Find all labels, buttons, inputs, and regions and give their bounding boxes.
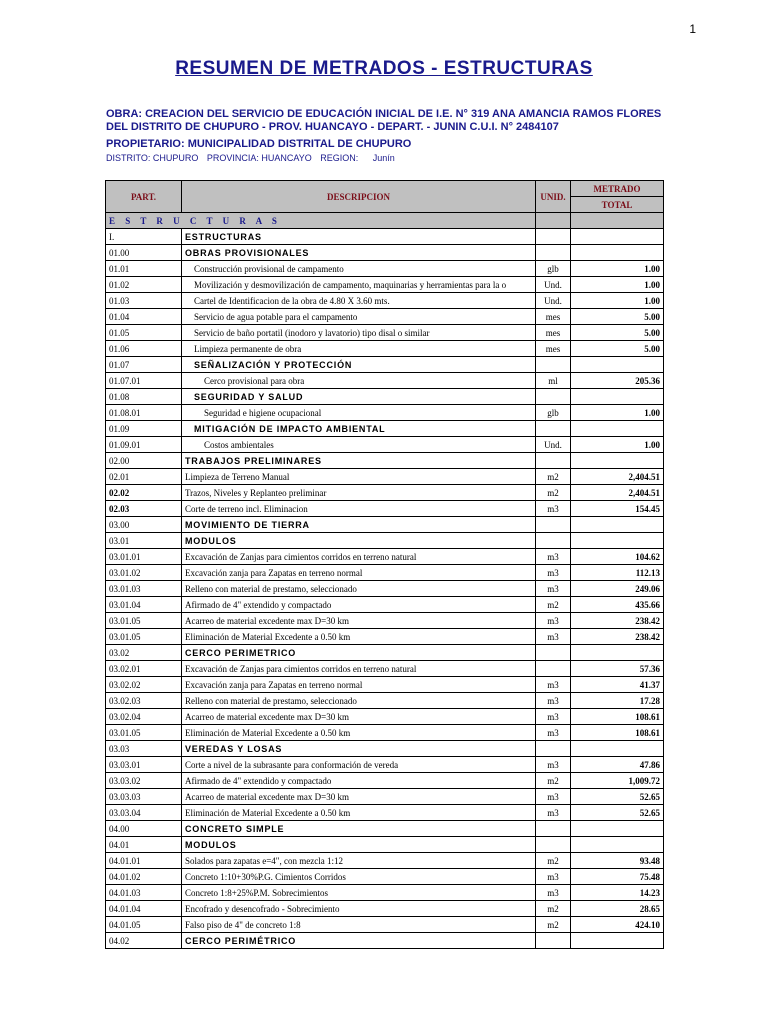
description-cell: Falso piso de 4" de concreto 1:8 [182,917,536,933]
description-cell: Eliminación de Material Excedente a 0.50 km [182,725,536,741]
total-cell [571,933,664,949]
unit-cell [536,453,571,469]
table-row [106,741,664,757]
table-row [106,533,664,549]
total-cell [571,229,664,245]
description-cell: SEGURIDAD Y SALUD [182,389,536,405]
unit-cell: mes [536,309,571,325]
total-cell: 424.10 [571,917,664,933]
table-row [106,613,664,629]
table-row [106,469,664,485]
distrito: DISTRITO: CHUPURO [106,153,199,163]
table-row [106,917,664,933]
part-cell: 04.02 [106,933,182,949]
description-cell: Servicio de agua potable para el campamento [182,309,536,325]
total-cell [571,421,664,437]
table-row [106,437,664,453]
total-cell [571,741,664,757]
table-row [106,597,664,613]
part-cell: 03.01.05 [106,629,182,645]
part-cell: 03.01.01 [106,549,182,565]
part-cell: 01.09.01 [106,437,182,453]
header-part: PART. [106,181,182,213]
unit-cell: Und. [536,293,571,309]
description-cell: Movilización y desmovilización de campamento, maquinarias y herramientas para la o [182,277,536,293]
part-cell: 02.01 [106,469,182,485]
table-row [106,245,664,261]
total-cell: 249.06 [571,581,664,597]
description-cell: MODULOS [182,533,536,549]
location-line [106,152,401,165]
table-row [106,869,664,885]
part-cell: 03.02.04 [106,709,182,725]
unit-cell [536,933,571,949]
part-cell: 01.05 [106,325,182,341]
total-cell: 1.00 [571,261,664,277]
total-cell [571,821,664,837]
description-cell: VEREDAS Y LOSAS [182,741,536,757]
part-cell: 03.03.03 [106,789,182,805]
table-row [106,405,664,421]
propietario: PROPIETARIO: MUNICIPALIDAD DISTRITAL DE CHUPURO [106,138,412,150]
description-cell: Acarreo de material excedente max D=30 km [182,709,536,725]
total-cell [571,357,664,373]
part-cell: 01.04 [106,309,182,325]
unit-cell: m2 [536,597,571,613]
unit-cell: m2 [536,469,571,485]
total-cell: 1.00 [571,277,664,293]
part-cell: 03.03.04 [106,805,182,821]
part-cell: 01.08 [106,389,182,405]
unit-cell: mes [536,325,571,341]
total-cell: 1.00 [571,437,664,453]
total-cell: 112.13 [571,565,664,581]
total-cell [571,645,664,661]
description-cell: Eliminación de Material Excedente a 0.50 km [182,629,536,645]
unit-cell: m3 [536,693,571,709]
description-cell: MOVIMIENTO DE TIERRA [182,517,536,533]
table-row [106,229,664,245]
description-cell: Relleno con material de prestamo, seleccionado [182,693,536,709]
unit-cell: m3 [536,869,571,885]
table-row [106,885,664,901]
description-cell: Afirmado de 4" extendido y compactado [182,773,536,789]
unit-cell [536,421,571,437]
unit-cell: m3 [536,613,571,629]
total-cell: 104.62 [571,549,664,565]
unit-cell: m3 [536,629,571,645]
description-cell: Excavación de Zanjas para cimientos corridos en terreno natural [182,549,536,565]
part-cell: 01.02 [106,277,182,293]
part-cell: 04.01 [106,837,182,853]
part-cell: 03.02.02 [106,677,182,693]
table-row [106,565,664,581]
total-cell: 154.45 [571,501,664,517]
part-cell: 03.00 [106,517,182,533]
table-row [106,389,664,405]
part-cell: 02.00 [106,453,182,469]
header-unid: UNID. [536,181,571,213]
description-cell: Limpieza permanente de obra [182,341,536,357]
part-cell: 02.03 [106,501,182,517]
unit-cell: m3 [536,677,571,693]
page-number: 1 [689,22,696,36]
total-cell: 2,404.51 [571,469,664,485]
provincia: PROVINCIA: HUANCAYO [206,153,312,163]
unit-cell: m3 [536,501,571,517]
description-cell: Corte de terreno incl. Eliminacion [182,501,536,517]
unit-cell: m3 [536,565,571,581]
description-cell: Costos ambientales [182,437,536,453]
region: REGION: [320,153,359,163]
description-cell: Concreto 1:10+30%P.G. Cimientos Corridos [182,869,536,885]
unit-cell: m3 [536,885,571,901]
unit-cell: m3 [536,757,571,773]
total-cell: 5.00 [571,309,664,325]
table-row [106,901,664,917]
part-cell: 02.02 [106,485,182,501]
table-row [106,341,664,357]
total-cell [571,453,664,469]
unit-cell: m3 [536,725,571,741]
part-cell: 01.00 [106,245,182,261]
description-cell: ESTRUCTURAS [182,229,536,245]
part-cell: 03.01 [106,533,182,549]
part-cell: 03.01.03 [106,581,182,597]
description-cell: Cartel de Identificacion de la obra de 4.80 X 3.60 mts. [182,293,536,309]
total-cell [571,837,664,853]
table-row [106,293,664,309]
part-cell: 04.01.01 [106,853,182,869]
description-cell: Relleno con material de prestamo, seleccionado [182,581,536,597]
unit-cell [536,357,571,373]
project-info [106,108,666,134]
description-cell: Trazos, Niveles y Replanteo preliminar [182,485,536,501]
section-title: E S T R U C T U R A S [106,213,536,229]
total-cell: 41.37 [571,677,664,693]
part-cell: 04.01.04 [106,901,182,917]
part-cell: 03.02 [106,645,182,661]
description-cell: Acarreo de material excedente max D=30 km [182,789,536,805]
total-cell [571,533,664,549]
table-row [106,421,664,437]
table-row [106,549,664,565]
total-cell: 28.65 [571,901,664,917]
header-metrado: METRADO [571,181,664,197]
unit-cell: m2 [536,485,571,501]
unit-cell: m2 [536,853,571,869]
unit-cell [536,837,571,853]
total-cell: 108.61 [571,709,664,725]
unit-cell: m2 [536,773,571,789]
table-row [106,773,664,789]
total-cell: 57.36 [571,661,664,677]
table-row [106,517,664,533]
description-cell: Encofrado y desencofrado - Sobrecimiento [182,901,536,917]
table-row [106,261,664,277]
part-cell: 03.01.04 [106,597,182,613]
total-cell: 238.42 [571,629,664,645]
unit-cell: m3 [536,805,571,821]
table-row [106,805,664,821]
total-cell: 205.36 [571,373,664,389]
part-cell: 04.01.03 [106,885,182,901]
table-row [106,837,664,853]
unit-cell: Und. [536,277,571,293]
description-cell: Excavación de Zanjas para cimientos corridos en terreno natural [182,661,536,677]
unit-cell: m3 [536,581,571,597]
description-cell: TRABAJOS PRELIMINARES [182,453,536,469]
metrados-table [105,180,664,949]
unit-cell: m3 [536,709,571,725]
obra-line-1: OBRA: CREACION DEL SERVICIO DE EDUCACIÓN INICIAL DE I.E. N° 319 ANA AMANCIA RAMOS FLORES [106,108,662,120]
table-row [106,629,664,645]
total-cell [571,389,664,405]
total-cell: 1,009.72 [571,773,664,789]
part-cell: 03.01.02 [106,565,182,581]
description-cell: Cerco provisional para obra [182,373,536,389]
description-cell: Excavación zanja para Zapatas en terreno normal [182,677,536,693]
description-cell: Limpieza de Terreno Manual [182,469,536,485]
region-value: Junín [372,153,395,163]
part-cell: 03.03.01 [106,757,182,773]
table-row [106,725,664,741]
table-row [106,501,664,517]
description-cell: Construcción provisional de campamento [182,261,536,277]
description-cell: OBRAS PROVISIONALES [182,245,536,261]
part-cell: 04.00 [106,821,182,837]
section-blank [571,213,664,229]
part-cell: 03.02.03 [106,693,182,709]
part-cell: 01.07 [106,357,182,373]
part-cell: 03.02.01 [106,661,182,677]
unit-cell: glb [536,261,571,277]
table-row [106,485,664,501]
unit-cell [536,245,571,261]
table-row [106,325,664,341]
unit-cell: m3 [536,549,571,565]
total-cell: 52.65 [571,805,664,821]
total-cell: 47.86 [571,757,664,773]
table-row [106,821,664,837]
table-row [106,357,664,373]
description-cell: CERCO PERIMETRICO [182,645,536,661]
section-blank [536,213,571,229]
page-title: RESUMEN DE METRADOS - ESTRUCTURAS [175,58,593,79]
unit-cell [536,389,571,405]
description-cell: Afirmado de 4" extendido y compactado [182,597,536,613]
table-row [106,373,664,389]
description-cell: Seguridad e higiene ocupacional [182,405,536,421]
part-cell: 04.01.05 [106,917,182,933]
description-cell: CERCO PERIMÉTRICO [182,933,536,949]
total-cell: 93.48 [571,853,664,869]
part-cell: 01.09 [106,421,182,437]
part-cell: 01.06 [106,341,182,357]
unit-cell: m2 [536,917,571,933]
table-row [106,645,664,661]
unit-cell [536,229,571,245]
part-cell: 01.07.01 [106,373,182,389]
total-cell: 238.42 [571,613,664,629]
table-row [106,693,664,709]
table-row [106,757,664,773]
header-descripcion: DESCRIPCION [182,181,536,213]
total-cell: 14.23 [571,885,664,901]
part-cell: 03.03.02 [106,773,182,789]
unit-cell: Und. [536,437,571,453]
description-cell: Concreto 1:8+25%P.M. Sobrecimientos [182,885,536,901]
description-cell: CONCRETO SIMPLE [182,821,536,837]
total-cell: 75.48 [571,869,664,885]
total-cell: 52.65 [571,789,664,805]
part-cell: 03.01.05 [106,613,182,629]
total-cell: 108.61 [571,725,664,741]
table-row [106,709,664,725]
description-cell: MITIGACIÓN DE IMPACTO AMBIENTAL [182,421,536,437]
table-row [106,933,664,949]
total-cell: 5.00 [571,341,664,357]
part-cell: 01.08.01 [106,405,182,421]
total-cell: 1.00 [571,405,664,421]
unit-cell [536,533,571,549]
total-cell: 435.66 [571,597,664,613]
unit-cell [536,645,571,661]
total-cell: 17.28 [571,693,664,709]
table-row [106,789,664,805]
description-cell: Solados para zapatas e=4", con mezcla 1:12 [182,853,536,869]
description-cell: Acarreo de material excedente max D=30 km [182,613,536,629]
table-row [106,309,664,325]
unit-cell: mes [536,341,571,357]
unit-cell: m2 [536,901,571,917]
total-cell [571,517,664,533]
description-cell: Excavación zanja para Zapatas en terreno normal [182,565,536,581]
part-cell: 01.01 [106,261,182,277]
table-row [106,277,664,293]
unit-cell [536,741,571,757]
table-row [106,661,664,677]
part-cell: 04.01.02 [106,869,182,885]
description-cell: MODULOS [182,837,536,853]
table-row [106,453,664,469]
unit-cell: glb [536,405,571,421]
table-row [106,677,664,693]
table-row [106,853,664,869]
unit-cell [536,821,571,837]
total-cell: 5.00 [571,325,664,341]
unit-cell: m3 [536,789,571,805]
table-row [106,581,664,597]
unit-cell: ml [536,373,571,389]
description-cell: Corte a nivel de la subrasante para conformación de vereda [182,757,536,773]
total-cell: 1.00 [571,293,664,309]
obra-line-2: DEL DISTRITO DE CHUPURO - PROV. HUANCAYO - DEPART. - JUNIN C.U.I. N° 2484107 [106,121,559,133]
part-cell: 03.01.05 [106,725,182,741]
header-total: TOTAL [571,197,664,213]
part-cell: 03.03 [106,741,182,757]
unit-cell [536,517,571,533]
total-cell [571,245,664,261]
description-cell: Eliminación de Material Excedente a 0.50 km [182,805,536,821]
part-cell: 01.03 [106,293,182,309]
unit-cell [536,661,571,677]
description-cell: SEÑALIZACIÓN Y PROTECCIÓN [182,357,536,373]
total-cell: 2,404.51 [571,485,664,501]
description-cell: Servicio de baño portatil (inodoro y lavatorio) tipo disal o similar [182,325,536,341]
part-cell: I. [106,229,182,245]
